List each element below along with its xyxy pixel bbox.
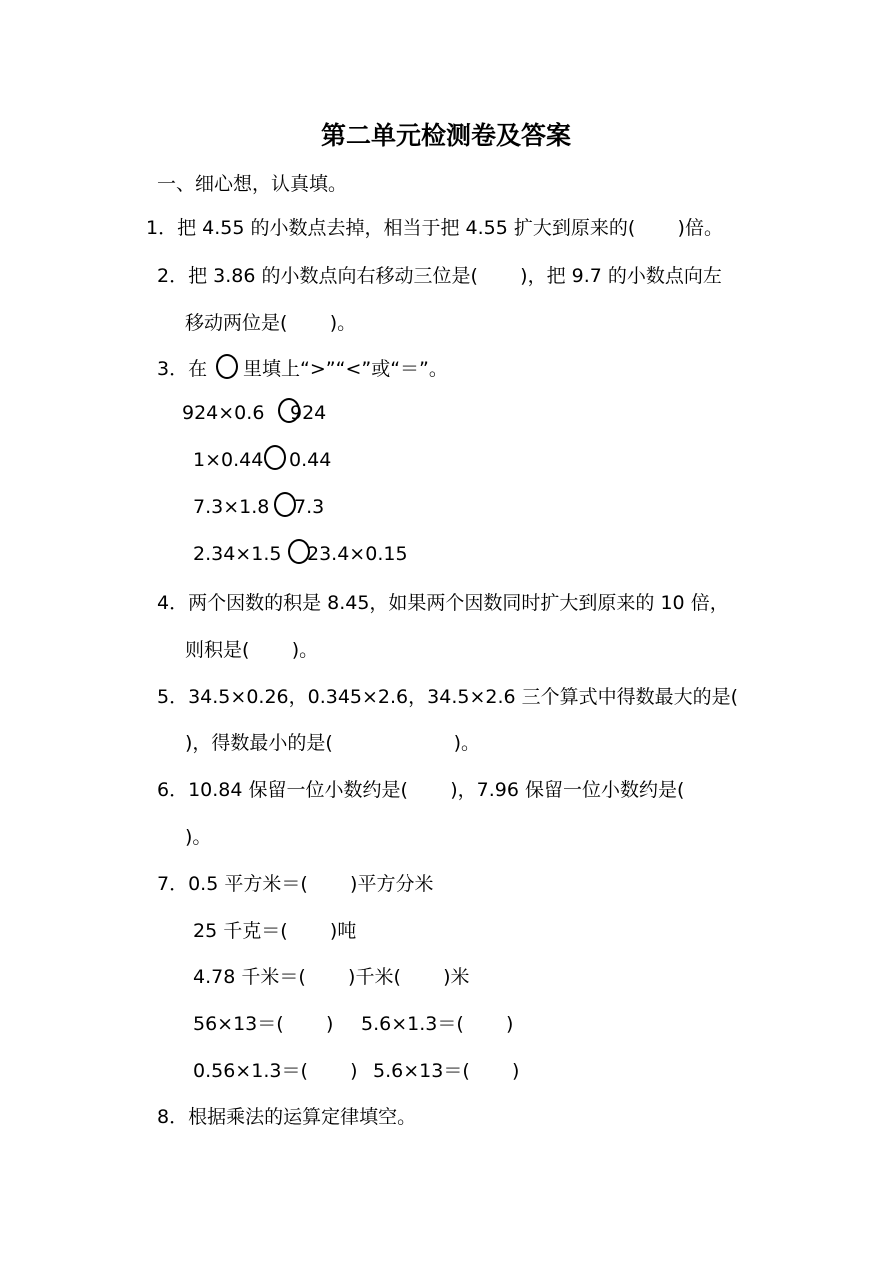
- question-7-line-4b: 5.6×1.3＝( ): [361, 1013, 514, 1035]
- question-7-line-5a: 0.56×1.3＝( ): [193, 1060, 358, 1082]
- question-7-line-4a: 56×13＝( ): [193, 1013, 334, 1035]
- comparison-circle-icon: [264, 445, 286, 470]
- question-1: 1．把 4.55 的小数点去掉，相当于把 4.55 扩大到原来的( )倍。: [146, 217, 723, 239]
- question-7-line-2: 25 千克＝( )吨: [193, 920, 357, 942]
- question-2-line-2: 移动两位是( )。: [185, 312, 357, 334]
- question-2-line-1: 2．把 3.86 的小数点向右移动三位是( )，把 9.7 的小数点向左: [157, 265, 722, 287]
- question-4-line-1: 4．两个因数的积是 8.45，如果两个因数同时扩大到原来的 10 倍，: [157, 592, 729, 614]
- comparison-circle-icon: [274, 492, 296, 517]
- comparison-right: 23.4×0.15: [307, 543, 408, 565]
- question-7-line-5b: 5.6×13＝( ): [373, 1060, 520, 1082]
- comparison-right: 0.44: [289, 449, 332, 471]
- question-7-line-1: 7．0.5 平方米＝( )平方分米: [157, 873, 434, 895]
- comparison-left: 1×0.44: [193, 449, 264, 471]
- question-5-line-2: )，得数最小的是( )。: [185, 732, 481, 754]
- question-6-line-2: )。: [185, 826, 212, 848]
- question-4-line-2: 则积是( )。: [185, 639, 319, 661]
- comparison-left: 924×0.6: [182, 402, 265, 424]
- question-6-line-1: 6．10.84 保留一位小数约是( )，7.96 保留一位小数约是(: [157, 779, 685, 801]
- comparison-left: 7.3×1.8: [193, 496, 270, 518]
- comparison-left: 2.34×1.5: [193, 543, 282, 565]
- question-3-suffix: 里填上“>”“<”或“＝”。: [243, 358, 448, 380]
- comparison-right: 924: [290, 402, 327, 424]
- page-title: 第二单元检测卷及答案: [320, 121, 571, 150]
- section-heading: 一、细心想，认真填。: [157, 173, 348, 195]
- question-3-prefix: 3．在: [157, 358, 208, 380]
- comparison-right: 7.3: [294, 496, 325, 518]
- question-5-line-1: 5．34.5×0.26，0.345×2.6，34.5×2.6 三个算式中得数最大的是(: [157, 686, 739, 708]
- question-8: 8．根据乘法的运算定律填空。: [157, 1106, 417, 1128]
- comparison-circle-icon: [216, 354, 238, 379]
- question-7-line-3: 4.78 千米＝( )千米( )米: [193, 966, 470, 988]
